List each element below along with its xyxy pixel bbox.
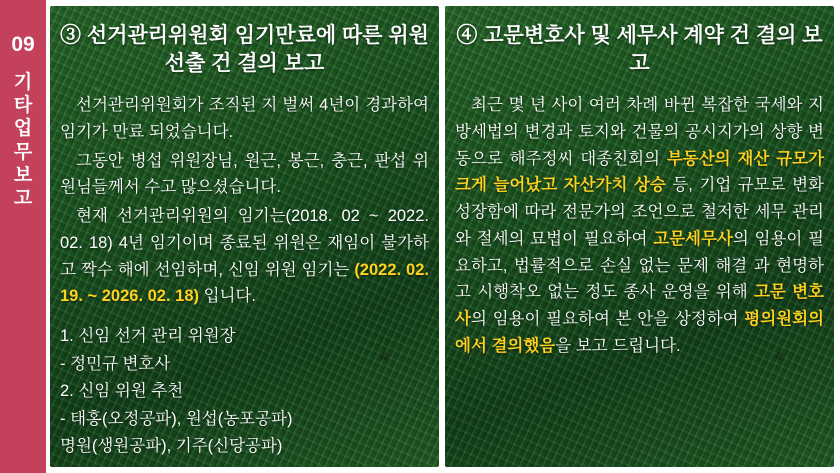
panel-3-title bbox=[60, 22, 429, 78]
panel-4 bbox=[445, 6, 834, 467]
paragraph bbox=[455, 92, 824, 359]
body-text-run: 등, 기업 규모로 변화 성장함에 따라 전문가의 조언으로 철저한 세무 관리와 절세의 묘법이 필요하여 bbox=[455, 176, 824, 248]
list-item-number: 1. bbox=[60, 327, 79, 345]
panel-3 bbox=[50, 6, 439, 467]
section-number: 09 bbox=[11, 33, 35, 56]
highlighted-text: 고문세무사 bbox=[653, 229, 733, 248]
panel-3-list bbox=[60, 324, 429, 460]
body-text-run: 입니다. bbox=[199, 287, 256, 306]
panel-4-body bbox=[455, 92, 824, 359]
panel-3-title-text: 선거관리위원회 임기만료에 따른 위원 선출 건 결의 보고 bbox=[86, 24, 429, 76]
highlighted-text: 부동산의 재산 규모가 크게 늘어났고 자산가치 상승 bbox=[455, 149, 824, 195]
highlighted-text: 평의원회의에서 결의했음 bbox=[455, 310, 824, 355]
highlighted-text: 고문 변호사 bbox=[455, 283, 825, 328]
body-text-run: 의 임용이 필요하여 본 안을 상정하여 bbox=[470, 310, 745, 328]
list-item-number: 2. bbox=[60, 382, 79, 401]
section-tab bbox=[0, 0, 46, 473]
list-item-label: 신임 선거 관리 위원장 bbox=[78, 327, 236, 345]
list-item bbox=[60, 324, 429, 350]
panel-3-body bbox=[60, 92, 429, 460]
paragraph bbox=[60, 203, 429, 310]
body-text-run: 선거관리위원회가 조직된 지 벌써 4년이 경과하여 임기가 만료 되었습니다. bbox=[60, 96, 429, 141]
panel-4-title-text: 고문변호사 및 세무사 계약 건 결의 보고 bbox=[483, 24, 823, 76]
panel-4-marker: ④ bbox=[456, 24, 478, 47]
list-sub-item: - 정민규 변호사 bbox=[60, 354, 171, 373]
body-text-run: 최근 몇 년 사이 여러 차례 바뀐 복잡한 국세와 지방세법의 변경과 토지와 건물의 공시지가의 상향 변동으로 해주정씨 대종친회의 bbox=[455, 96, 824, 168]
body-text-run: 그동안 병섭 위원장님, 원근, 봉근, 충근, 판섭 위원님들께서 수고 많으셨습니다. bbox=[60, 151, 429, 197]
list-item-label: 신임 위원 추천 bbox=[78, 382, 184, 401]
body-text-run: 을 보고 드립니다. bbox=[555, 336, 681, 355]
highlighted-text: (2022. 02. 19. ~ 2026. 02. 18) bbox=[60, 260, 429, 306]
panel-4-title bbox=[455, 22, 824, 78]
paragraph bbox=[60, 92, 429, 145]
body-text-run: 의 임용이 필요하고, 법률적으로 손실 없는 문제 해결 과 현명하고 시행착오 없는 정도 종사 운영을 위해 bbox=[455, 229, 824, 302]
list-sub-item: - 태홍(오정공파), 원섭(농포공파) bbox=[60, 409, 293, 428]
section-label: 기타업무보고 bbox=[13, 72, 33, 209]
panels-container bbox=[46, 0, 840, 473]
panel-3-marker: ③ bbox=[60, 24, 82, 47]
body-text-run: 현재 선거관리위원의 임기는(2018. 02 ~ 2022. 02. 18) 4년 임기이며 종료된 위원은 재임이 불가하고 짝수 해에 선임하며, 신임 위원 임기는 bbox=[60, 207, 429, 279]
paragraph bbox=[60, 148, 429, 201]
list-item bbox=[60, 379, 429, 405]
list-sub-item: 명원(생원공파), 기주(신당공파) bbox=[60, 437, 283, 456]
